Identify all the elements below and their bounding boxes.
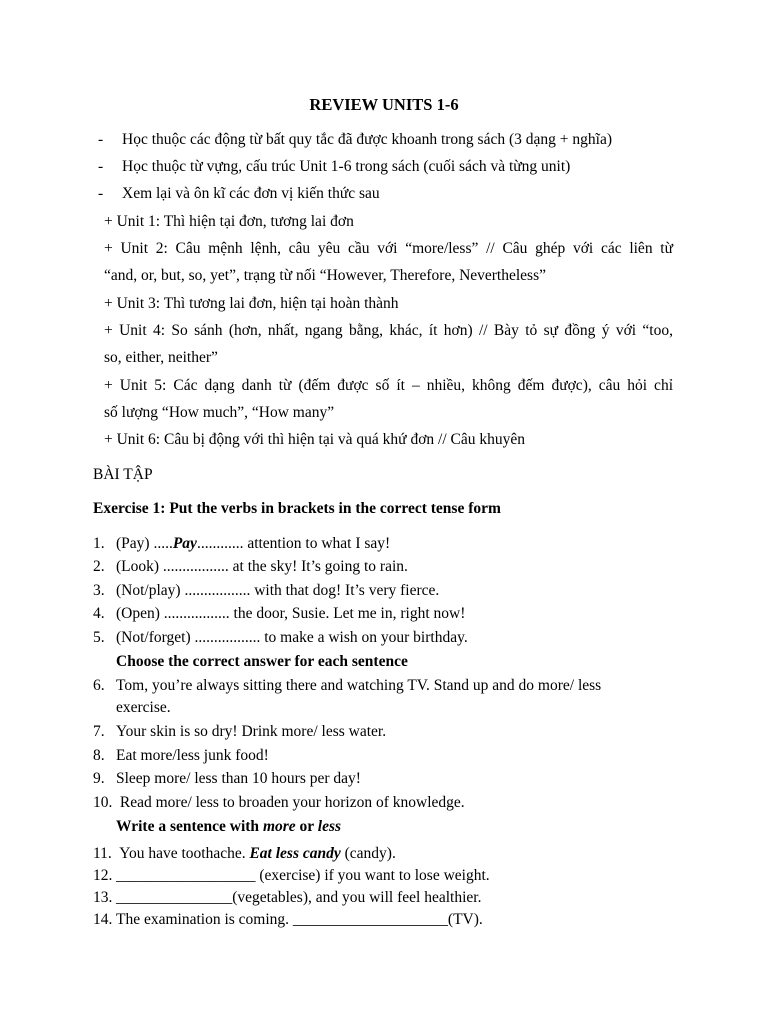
bullet-dash: - — [98, 131, 104, 148]
item-number: 9. — [93, 770, 105, 787]
item-text: The examination is coming. ____________________(TV). — [116, 911, 483, 928]
item-number: 14. — [93, 911, 113, 928]
unit-1-line: + Unit 1: Thì hiện tại đơn, tương lai đơn — [104, 213, 354, 230]
item-continuation: exercise. — [116, 699, 171, 716]
choose-heading: Choose the correct answer for each sentence — [116, 653, 408, 670]
word-less: less — [317, 818, 342, 835]
word-or: or — [295, 818, 318, 835]
unit-2-line-2: “and, or, but, so, yet”, trạng từ nối “However, Therefore, Nevertheless” — [104, 267, 546, 284]
exercise-item — [93, 889, 481, 907]
exercise-item — [93, 677, 601, 695]
unit-4-block — [104, 317, 673, 371]
item-text: _______________(vegetables), and you will feel healthier. — [116, 889, 482, 906]
item-number: 11. — [93, 845, 112, 862]
unit-3-line: + Unit 3: Thì tương lai đơn, hiện tại hoàn thành — [104, 295, 399, 312]
item-suffix: ............ attention to what I say! — [196, 535, 391, 552]
word-more: more — [262, 818, 296, 835]
page-title: REVIEW UNITS 1-6 — [309, 95, 459, 114]
item-text: Your skin is so dry! Drink more/ less water. — [116, 723, 387, 740]
unit-4-line-2: so, either, neither” — [104, 349, 218, 366]
item-text: (Open) ................. the door, Susie. Let me in, right now! — [116, 605, 466, 622]
item-number: 7. — [93, 723, 105, 740]
item-text: (Not/forget) ................. to make a wish on your birthday. — [116, 629, 468, 646]
exercise-item — [93, 845, 396, 863]
exercise-item — [93, 558, 408, 576]
item-prefix: (Pay) ..... — [116, 535, 173, 552]
item-number: 10. — [93, 794, 113, 811]
item-number: 8. — [93, 747, 105, 764]
exercise-item — [93, 794, 465, 812]
exercise-item — [93, 535, 390, 553]
item-text: Read more/ less to broaden your horizon of knowledge. — [116, 794, 465, 811]
exercise-item — [93, 747, 269, 765]
bullet-dash: - — [98, 185, 104, 202]
bullet-dash: - — [98, 158, 104, 175]
filled-answer: Pay — [172, 535, 197, 552]
unit-2-block — [104, 235, 673, 289]
item-text: Sleep more/ less than 10 hours per day! — [116, 770, 361, 787]
item-number: 2. — [93, 558, 105, 575]
unit-2-line-1: + Unit 2: Câu mệnh lệnh, câu yêu cầu với “more/less” // Câu ghép với các liên từ — [104, 240, 673, 257]
item-number: 12. — [93, 867, 113, 884]
bullet-item — [98, 131, 612, 149]
item-text: Eat more/less junk food! — [116, 747, 269, 764]
item-prefix: You have toothache. — [116, 845, 250, 862]
exercise-item — [93, 911, 483, 929]
filled-answer: Eat less candy — [249, 845, 341, 862]
item-text: (Look) ................. at the sky! It’s going to rain. — [116, 558, 408, 575]
unit-4-line-1: + Unit 4: So sánh (hơn, nhất, ngang bằng, khác, ít hơn) // Bày tỏ sự đồng ý với “too, — [104, 322, 673, 339]
unit-5-line-1: + Unit 5: Các dạng danh từ (đếm được số ít – nhiều, không đếm được), câu hỏi chỉ — [104, 377, 673, 394]
item-number: 4. — [93, 605, 105, 622]
exercise-item — [93, 605, 465, 623]
item-number: 6. — [93, 677, 105, 694]
item-text: __________________ (exercise) if you want to lose weight. — [116, 867, 490, 884]
bullet-text: Xem lại và ôn kĩ các đơn vị kiến thức sau — [122, 185, 380, 202]
exercise-item — [93, 867, 490, 885]
item-number: 3. — [93, 582, 105, 599]
exercise-item — [93, 723, 386, 741]
exercise-item — [93, 582, 439, 600]
bullet-text: Học thuộc từ vựng, cấu trúc Unit 1-6 trong sách (cuối sách và từng unit) — [122, 158, 571, 175]
exercise-item — [93, 770, 361, 788]
bullet-text: Học thuộc các động từ bất quy tắc đã được khoanh trong sách (3 dạng + nghĩa) — [122, 131, 612, 148]
unit-6-line: + Unit 6: Câu bị động với thì hiện tại và quá khứ đơn // Câu khuyên — [104, 431, 525, 448]
item-number: 13. — [93, 889, 113, 906]
bullet-item — [98, 185, 380, 203]
write-heading-prefix: Write a sentence with — [116, 818, 263, 835]
item-text: Tom, you’re always sitting there and watching TV. Stand up and do more/ less — [116, 677, 602, 694]
unit-5-block — [104, 372, 673, 426]
exercise-1-heading: Exercise 1: Put the verbs in brackets in the correct tense form — [93, 500, 501, 517]
exercises-heading: BÀI TẬP — [93, 466, 153, 483]
item-suffix: (candy). — [340, 845, 396, 862]
bullet-item — [98, 158, 570, 176]
exercise-item — [93, 629, 468, 647]
unit-5-line-2: số lượng “How much”, “How many” — [104, 404, 335, 421]
item-number: 1. — [93, 535, 105, 552]
item-text: (Not/play) ................. with that dog! It’s very fierce. — [116, 582, 440, 599]
item-number: 5. — [93, 629, 105, 646]
write-heading — [116, 818, 341, 836]
